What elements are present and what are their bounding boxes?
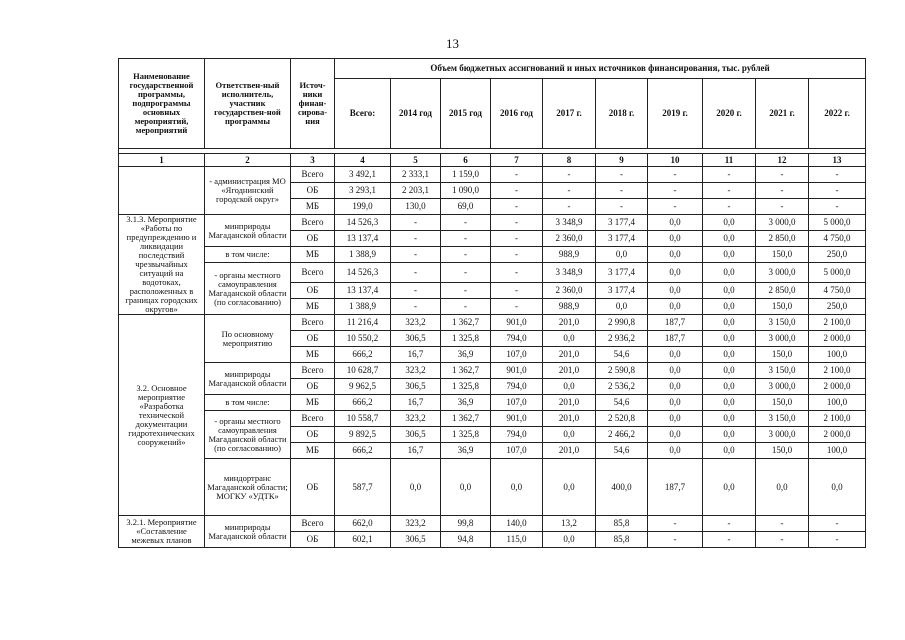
amount-cell: 0,0 [703, 331, 756, 347]
amount-cell: 2 000,0 [809, 427, 866, 443]
amount-cell: - [756, 199, 809, 215]
amount-cell: 250,0 [809, 299, 866, 315]
amount-cell: 0,0 [703, 315, 756, 331]
amount-cell: 1 388,9 [335, 299, 391, 315]
funding-source: ОБ [291, 379, 335, 395]
amount-cell: 3 348,9 [543, 263, 596, 283]
amount-cell: 2 000,0 [809, 331, 866, 347]
amount-cell: - [491, 299, 543, 315]
amount-cell: 16,7 [391, 443, 441, 459]
amount-cell: 0,0 [703, 283, 756, 299]
amount-cell: - [596, 183, 648, 199]
amount-cell: 794,0 [491, 331, 543, 347]
amount-cell: 187,7 [648, 315, 703, 331]
amount-cell: 587,7 [335, 459, 391, 516]
funding-source: ОБ [291, 459, 335, 516]
amount-cell: 3 177,4 [596, 263, 648, 283]
amount-cell: 13,2 [543, 516, 596, 532]
amount-cell: 794,0 [491, 427, 543, 443]
amount-cell: 2 850,0 [756, 231, 809, 247]
amount-cell: 2 333,1 [391, 167, 441, 183]
amount-cell: 0,0 [648, 215, 703, 231]
amount-cell: 0,0 [648, 363, 703, 379]
executor: - администрация МО «Ягоднинский городской округ» [205, 167, 291, 215]
column-index: 10 [648, 154, 703, 167]
amount-cell: - [648, 183, 703, 199]
amount-cell: 0,0 [703, 215, 756, 231]
amount-cell: 2 000,0 [809, 379, 866, 395]
header-year: 2020 г. [703, 79, 756, 149]
amount-cell: 3 000,0 [756, 427, 809, 443]
amount-cell: 0,0 [703, 411, 756, 427]
funding-source: МБ [291, 395, 335, 411]
executor: - органы местного самоуправления Магаданской области (по согласованию) [205, 411, 291, 459]
amount-cell: 107,0 [491, 395, 543, 411]
amount-cell: - [809, 516, 866, 532]
amount-cell: 14 526,3 [335, 263, 391, 283]
financing-table [118, 58, 866, 548]
amount-cell: 9 962,5 [335, 379, 391, 395]
amount-cell: 10 550,2 [335, 331, 391, 347]
amount-cell: 0,0 [703, 247, 756, 263]
amount-cell: - [391, 247, 441, 263]
amount-cell: - [441, 263, 491, 283]
amount-cell: 54,6 [596, 395, 648, 411]
amount-cell: 3 177,4 [596, 231, 648, 247]
amount-cell: 250,0 [809, 247, 866, 263]
amount-cell: 199,0 [335, 199, 391, 215]
amount-cell: 2 466,2 [596, 427, 648, 443]
header-year: 2022 г. [809, 79, 866, 149]
amount-cell: 36,9 [441, 347, 491, 363]
header-year: 2014 год [391, 79, 441, 149]
amount-cell: 187,7 [648, 331, 703, 347]
amount-cell: 13 137,4 [335, 283, 391, 299]
amount-cell: 0,0 [703, 363, 756, 379]
funding-source: МБ [291, 299, 335, 315]
amount-cell: 3 000,0 [756, 215, 809, 231]
amount-cell: 2 100,0 [809, 315, 866, 331]
amount-cell: 3 000,0 [756, 379, 809, 395]
amount-cell: 2 936,2 [596, 331, 648, 347]
amount-cell: - [703, 199, 756, 215]
funding-source: Всего [291, 263, 335, 283]
amount-cell: 3 293,1 [335, 183, 391, 199]
amount-cell: 150,0 [756, 347, 809, 363]
amount-cell: 0,0 [703, 395, 756, 411]
amount-cell: 1 325,8 [441, 379, 491, 395]
amount-cell: 100,0 [809, 443, 866, 459]
amount-cell: 0,0 [703, 443, 756, 459]
amount-cell: - [491, 167, 543, 183]
funding-source: Всего [291, 516, 335, 532]
amount-cell: 3 000,0 [756, 331, 809, 347]
column-index: 2 [205, 154, 291, 167]
amount-cell: - [491, 215, 543, 231]
executor: в том числе: [205, 395, 291, 411]
amount-cell: 5 000,0 [809, 263, 866, 283]
amount-cell: 14 526,3 [335, 215, 391, 231]
amount-cell: 150,0 [756, 443, 809, 459]
amount-cell: 1 325,8 [441, 331, 491, 347]
amount-cell: 94,8 [441, 532, 491, 548]
amount-cell: - [391, 231, 441, 247]
amount-cell: 0,0 [648, 263, 703, 283]
column-index: 8 [543, 154, 596, 167]
funding-source: ОБ [291, 283, 335, 299]
amount-cell: 150,0 [756, 395, 809, 411]
amount-cell: 306,5 [391, 331, 441, 347]
header-year: 2021 г. [756, 79, 809, 149]
amount-cell: 306,5 [391, 427, 441, 443]
table-row [119, 395, 866, 411]
amount-cell: - [441, 299, 491, 315]
amount-cell: 201,0 [543, 395, 596, 411]
table-row [119, 516, 866, 532]
amount-cell: 2 590,8 [596, 363, 648, 379]
amount-cell: 2 520,8 [596, 411, 648, 427]
amount-cell: 107,0 [491, 347, 543, 363]
amount-cell: 0,0 [756, 459, 809, 516]
amount-cell: - [703, 183, 756, 199]
table-row [119, 459, 866, 516]
amount-cell: 3 000,0 [756, 263, 809, 283]
amount-cell: 3 150,0 [756, 363, 809, 379]
amount-cell: 0,0 [648, 347, 703, 363]
amount-cell: 666,2 [335, 347, 391, 363]
amount-cell: 0,0 [648, 379, 703, 395]
funding-source: Всего [291, 363, 335, 379]
executor: минприроды Магаданской области [205, 363, 291, 395]
amount-cell: - [809, 532, 866, 548]
amount-cell: 323,2 [391, 315, 441, 331]
amount-cell: 1 325,8 [441, 427, 491, 443]
measure-name [119, 167, 205, 215]
amount-cell: 201,0 [543, 411, 596, 427]
column-index: 13 [809, 154, 866, 167]
amount-cell: - [648, 199, 703, 215]
amount-cell: 0,0 [596, 299, 648, 315]
column-index: 4 [335, 154, 391, 167]
amount-cell: - [703, 532, 756, 548]
amount-cell: 306,5 [391, 532, 441, 548]
amount-cell: 602,1 [335, 532, 391, 548]
amount-cell: - [491, 199, 543, 215]
amount-cell: 2 850,0 [756, 283, 809, 299]
amount-cell: 2 360,0 [543, 231, 596, 247]
amount-cell: 662,0 [335, 516, 391, 532]
amount-cell: - [491, 247, 543, 263]
amount-cell: 0,0 [441, 459, 491, 516]
amount-cell: 201,0 [543, 363, 596, 379]
amount-cell: - [756, 532, 809, 548]
amount-cell: 0,0 [703, 379, 756, 395]
amount-cell: 10 628,7 [335, 363, 391, 379]
header-year: Всего: [335, 79, 391, 149]
table-row [119, 247, 866, 263]
amount-cell: 100,0 [809, 347, 866, 363]
funding-source: МБ [291, 199, 335, 215]
funding-source: ОБ [291, 427, 335, 443]
amount-cell: 306,5 [391, 379, 441, 395]
amount-cell: 16,7 [391, 395, 441, 411]
amount-cell: - [648, 532, 703, 548]
amount-cell: 666,2 [335, 443, 391, 459]
amount-cell: 323,2 [391, 411, 441, 427]
funding-source: ОБ [291, 532, 335, 548]
measure-name: 3.2. Основное мероприятие «Разработка технической документации гидротехнических сооружений» [119, 315, 205, 516]
header-year: 2018 г. [596, 79, 648, 149]
amount-cell: - [809, 183, 866, 199]
amount-cell: 0,0 [809, 459, 866, 516]
table-row [119, 263, 866, 283]
table-row [119, 167, 866, 183]
column-index: 6 [441, 154, 491, 167]
executor: - органы местного самоуправления Магаданской области (по согласованию) [205, 263, 291, 315]
amount-cell: 100,0 [809, 395, 866, 411]
amount-cell: 9 892,5 [335, 427, 391, 443]
amount-cell: 201,0 [543, 315, 596, 331]
amount-cell: - [648, 167, 703, 183]
header-executor: Ответствен-ный исполнитель, участник государствен-ной программы [205, 59, 291, 149]
amount-cell: 2 990,8 [596, 315, 648, 331]
amount-cell: 1 362,7 [441, 363, 491, 379]
column-index: 1 [119, 154, 205, 167]
amount-cell: - [703, 516, 756, 532]
amount-cell: 16,7 [391, 347, 441, 363]
amount-cell: 13 137,4 [335, 231, 391, 247]
amount-cell: 0,0 [648, 283, 703, 299]
amount-cell: 0,0 [391, 459, 441, 516]
amount-cell: - [441, 247, 491, 263]
amount-cell: 0,0 [648, 411, 703, 427]
column-index: 11 [703, 154, 756, 167]
amount-cell: 1 090,0 [441, 183, 491, 199]
amount-cell: - [391, 299, 441, 315]
amount-cell: - [491, 231, 543, 247]
amount-cell: - [648, 516, 703, 532]
amount-cell: 1 388,9 [335, 247, 391, 263]
funding-source: ОБ [291, 331, 335, 347]
amount-cell: 11 216,4 [335, 315, 391, 331]
amount-cell: 5 000,0 [809, 215, 866, 231]
table-row [119, 215, 866, 231]
amount-cell: 3 177,4 [596, 283, 648, 299]
amount-cell: 323,2 [391, 363, 441, 379]
amount-cell: 99,8 [441, 516, 491, 532]
amount-cell: - [441, 283, 491, 299]
column-index: 5 [391, 154, 441, 167]
amount-cell: 1 159,0 [441, 167, 491, 183]
amount-cell: - [809, 199, 866, 215]
amount-cell: 0,0 [648, 247, 703, 263]
amount-cell: 201,0 [543, 347, 596, 363]
column-index: 3 [291, 154, 335, 167]
page-number: 13 [446, 36, 459, 51]
amount-cell: 2 536,2 [596, 379, 648, 395]
amount-cell: 0,0 [648, 231, 703, 247]
amount-cell: 0,0 [703, 299, 756, 315]
amount-cell: 0,0 [543, 532, 596, 548]
amount-cell: - [543, 199, 596, 215]
table-row [119, 315, 866, 331]
amount-cell: 2 360,0 [543, 283, 596, 299]
amount-cell: 323,2 [391, 516, 441, 532]
funding-source: Всего [291, 411, 335, 427]
amount-cell: 0,0 [648, 427, 703, 443]
amount-cell: - [491, 263, 543, 283]
amount-cell: 988,9 [543, 299, 596, 315]
header-year: 2019 г. [648, 79, 703, 149]
amount-cell: 107,0 [491, 443, 543, 459]
amount-cell: 4 750,0 [809, 231, 866, 247]
amount-cell: 54,6 [596, 347, 648, 363]
amount-cell: 0,0 [648, 299, 703, 315]
funding-source: МБ [291, 443, 335, 459]
table-row [119, 411, 866, 427]
funding-source: ОБ [291, 231, 335, 247]
header-year: 2015 год [441, 79, 491, 149]
amount-cell: 0,0 [648, 395, 703, 411]
amount-cell: 36,9 [441, 443, 491, 459]
amount-cell: - [441, 215, 491, 231]
amount-cell: - [756, 183, 809, 199]
amount-cell: - [391, 215, 441, 231]
amount-cell: 666,2 [335, 395, 391, 411]
amount-cell: 794,0 [491, 379, 543, 395]
header-source: Источ-ники финан-сирова-ния [291, 59, 335, 149]
amount-cell: 0,0 [703, 231, 756, 247]
amount-cell: 36,9 [441, 395, 491, 411]
column-index: 12 [756, 154, 809, 167]
amount-cell: - [441, 231, 491, 247]
header-year: 2017 г. [543, 79, 596, 149]
amount-cell: 0,0 [543, 379, 596, 395]
executor: По основному мероприятию [205, 315, 291, 363]
amount-cell: 2 203,1 [391, 183, 441, 199]
table-row [119, 363, 866, 379]
amount-cell: 54,6 [596, 443, 648, 459]
funding-source: Всего [291, 167, 335, 183]
amount-cell: 0,0 [703, 347, 756, 363]
amount-cell: 2 100,0 [809, 411, 866, 427]
amount-cell: - [391, 263, 441, 283]
amount-cell: 150,0 [756, 247, 809, 263]
amount-cell: 0,0 [703, 263, 756, 283]
amount-cell: - [491, 183, 543, 199]
amount-cell: 85,8 [596, 532, 648, 548]
executor: минприроды Магаданской области [205, 516, 291, 548]
header-name: Наименование государственной программы, подпрограммы основных мероприятий, мероприятий [119, 59, 205, 149]
amount-cell: 3 177,4 [596, 215, 648, 231]
amount-cell: 3 150,0 [756, 411, 809, 427]
executor: в том числе: [205, 247, 291, 263]
amount-cell: 0,0 [543, 331, 596, 347]
amount-cell: - [491, 283, 543, 299]
amount-cell: - [703, 167, 756, 183]
amount-cell: 85,8 [596, 516, 648, 532]
funding-source: Всего [291, 315, 335, 331]
amount-cell: 3 348,9 [543, 215, 596, 231]
amount-cell: 69,0 [441, 199, 491, 215]
amount-cell: - [756, 516, 809, 532]
amount-cell: - [756, 167, 809, 183]
header-funding: Объем бюджетных ассигнований и иных источников финансирования, тыс. рублей [335, 59, 866, 79]
measure-name: 3.1.3. Мероприятие «Работы по предупреждению и ликвидации последствий чрезвычайных ситуаций на водотоках, расположенных в границах городских округов» [119, 215, 205, 315]
amount-cell: 901,0 [491, 411, 543, 427]
amount-cell: - [543, 167, 596, 183]
amount-cell: 130,0 [391, 199, 441, 215]
amount-cell: 150,0 [756, 299, 809, 315]
amount-cell: 10 558,7 [335, 411, 391, 427]
amount-cell: 901,0 [491, 315, 543, 331]
amount-cell: 0,0 [648, 443, 703, 459]
amount-cell: - [543, 183, 596, 199]
amount-cell: 1 362,7 [441, 315, 491, 331]
column-index: 9 [596, 154, 648, 167]
executor: минприроды Магаданской области [205, 215, 291, 247]
amount-cell: 0,0 [703, 459, 756, 516]
amount-cell: 0,0 [543, 459, 596, 516]
header-year: 2016 год [491, 79, 543, 149]
amount-cell: 3 150,0 [756, 315, 809, 331]
amount-cell: 4 750,0 [809, 283, 866, 299]
executor: миндортранс Магаданской области; МОГКУ «УДТК» [205, 459, 291, 516]
amount-cell: 2 100,0 [809, 363, 866, 379]
amount-cell: - [596, 199, 648, 215]
amount-cell: 0,0 [596, 247, 648, 263]
amount-cell: 988,9 [543, 247, 596, 263]
amount-cell: 0,0 [491, 459, 543, 516]
funding-source: МБ [291, 347, 335, 363]
amount-cell: 115,0 [491, 532, 543, 548]
amount-cell: 1 362,7 [441, 411, 491, 427]
amount-cell: 0,0 [703, 427, 756, 443]
amount-cell: - [809, 167, 866, 183]
amount-cell: 140,0 [491, 516, 543, 532]
column-index: 7 [491, 154, 543, 167]
measure-name: 3.2.1. Мероприятие «Составление межевых планов [119, 516, 205, 548]
amount-cell: 3 492,1 [335, 167, 391, 183]
amount-cell: 187,7 [648, 459, 703, 516]
amount-cell: - [391, 283, 441, 299]
amount-cell: 201,0 [543, 443, 596, 459]
funding-source: ОБ [291, 183, 335, 199]
funding-source: Всего [291, 215, 335, 231]
amount-cell: 400,0 [596, 459, 648, 516]
amount-cell: - [596, 167, 648, 183]
funding-source: МБ [291, 247, 335, 263]
amount-cell: 0,0 [543, 427, 596, 443]
amount-cell: 901,0 [491, 363, 543, 379]
